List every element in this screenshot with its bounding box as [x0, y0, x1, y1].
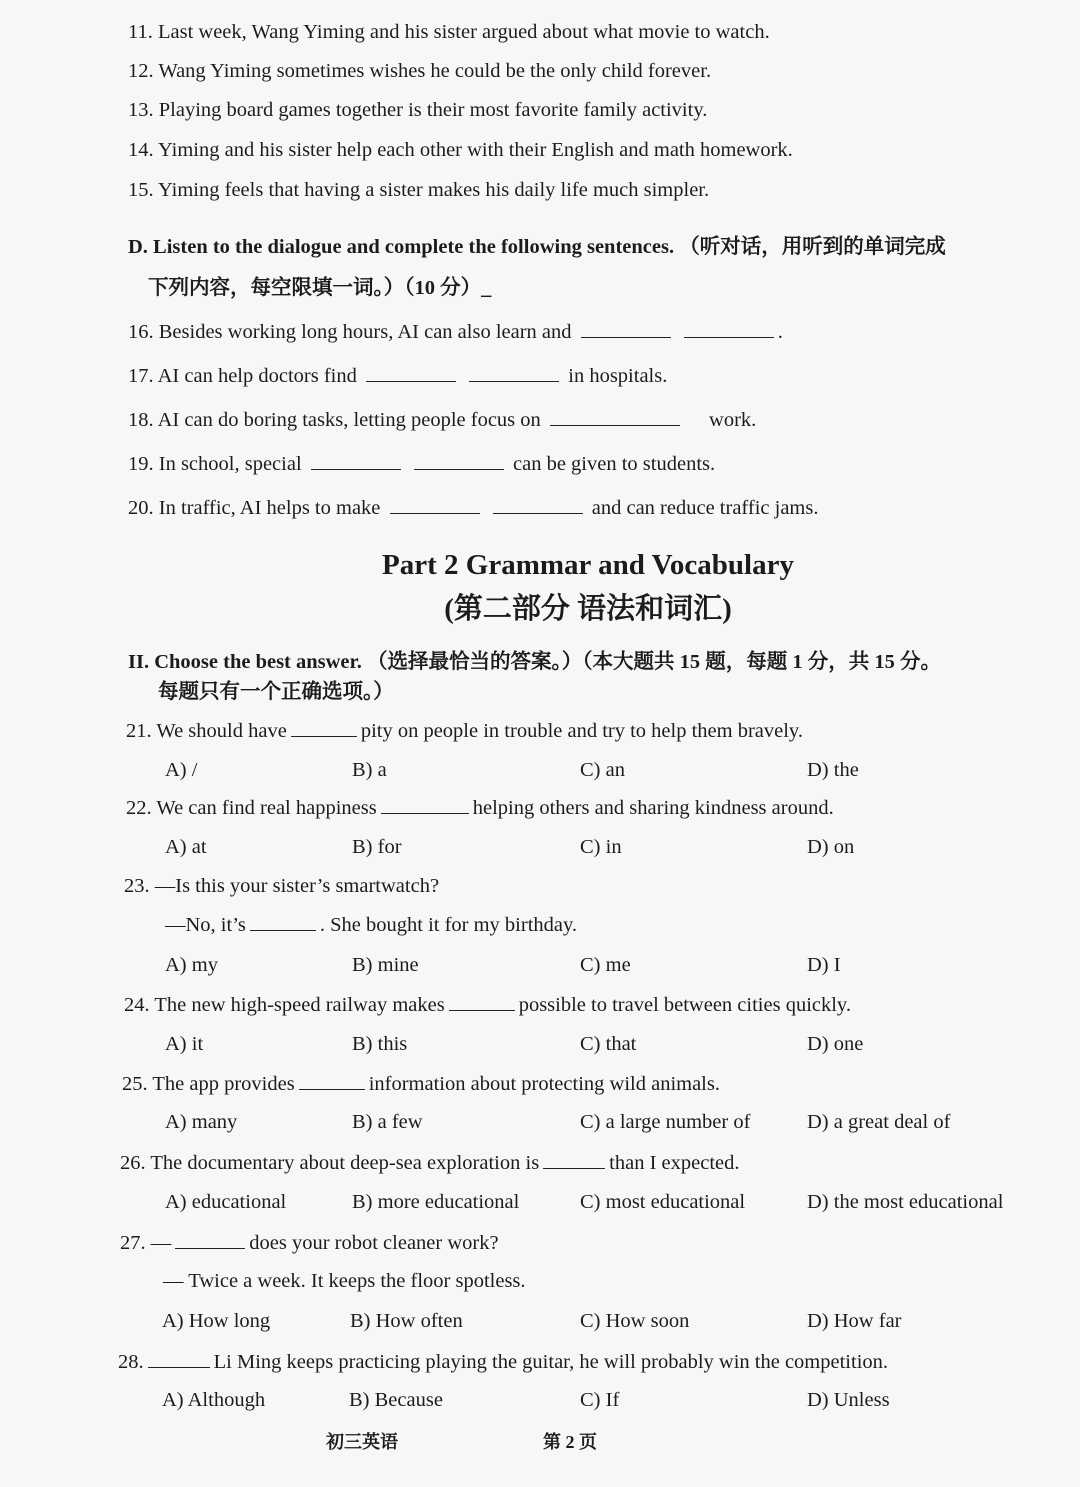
- answer-blank[interactable]: [550, 407, 680, 426]
- option-a[interactable]: A) How long: [162, 1310, 271, 1332]
- section-d-heading-line2: 下列内容，每空限填一词。）（10 分）_: [148, 277, 492, 299]
- question-text: —No, it’s: [165, 914, 246, 936]
- question-text: work.: [709, 409, 757, 431]
- answer-blank[interactable]: [299, 1071, 365, 1090]
- question-23: 23. —Is this your sister’s smartwatch?: [124, 875, 440, 897]
- question-text: . She bought it for my birthday.: [319, 914, 578, 936]
- question-text: 19. In school, special: [128, 453, 302, 475]
- question-27-line2: — Twice a week. It keeps the floor spotless.: [163, 1270, 526, 1292]
- answer-blank[interactable]: [390, 495, 480, 514]
- option-b[interactable]: B) this: [352, 1033, 408, 1055]
- question-26: [120, 1150, 740, 1175]
- option-b[interactable]: B) a: [352, 759, 387, 781]
- question-text: 20. In traffic, AI helps to make: [128, 497, 381, 519]
- option-c[interactable]: C) a large number of: [580, 1111, 751, 1133]
- question-text: 21. We should have: [126, 720, 287, 742]
- question-text: 27. —: [120, 1232, 172, 1254]
- statement-12: 12. Wang Yiming sometimes wishes he could be the only child forever.: [128, 60, 712, 82]
- footer-subject: 初三英语: [326, 1432, 398, 1452]
- question-19: [128, 451, 715, 476]
- question-22: [126, 795, 834, 820]
- option-d[interactable]: D) Unless: [807, 1389, 890, 1411]
- option-a[interactable]: A) my: [165, 954, 218, 976]
- question-17: [128, 363, 667, 388]
- answer-blank[interactable]: [175, 1230, 245, 1249]
- statement-14: 14. Yiming and his sister help each other with their English and math homework.: [128, 139, 793, 161]
- option-b[interactable]: B) a few: [352, 1111, 423, 1133]
- part-subtitle: (第二部分 语法和词汇): [444, 593, 732, 625]
- question-text: 28.: [118, 1351, 144, 1373]
- option-b[interactable]: B) How often: [350, 1310, 463, 1332]
- question-text: helping others and sharing kindness around.: [472, 797, 834, 819]
- answer-blank[interactable]: [250, 912, 316, 931]
- option-d[interactable]: D) I: [807, 954, 841, 976]
- option-a[interactable]: A) many: [165, 1111, 238, 1133]
- answer-blank[interactable]: [581, 319, 671, 338]
- question-text: information about protecting wild animals.: [368, 1073, 720, 1095]
- statement-11: 11. Last week, Wang Yiming and his sister argued about what movie to watch.: [128, 21, 770, 43]
- option-c[interactable]: C) in: [580, 836, 622, 858]
- question-28: [118, 1349, 888, 1374]
- question-25: [122, 1071, 720, 1096]
- question-text: 16. Besides working long hours, AI can also learn and: [128, 321, 572, 343]
- answer-blank[interactable]: [449, 992, 515, 1011]
- answer-blank[interactable]: [366, 363, 456, 382]
- option-d[interactable]: D) How far: [807, 1310, 902, 1332]
- section-ii-heading: II. Choose the best answer. （选择最恰当的答案。）（本大题共 15 题，每题 1 分，共 15 分。: [128, 651, 941, 673]
- part-title: Part 2 Grammar and Vocabulary: [382, 549, 794, 581]
- option-a[interactable]: A) educational: [165, 1191, 287, 1213]
- question-text: can be given to students.: [513, 453, 716, 475]
- question-text: than I expected.: [609, 1152, 740, 1174]
- section-ii-heading-line2: 每题只有一个正确选项。）: [158, 681, 394, 703]
- answer-blank[interactable]: [381, 795, 469, 814]
- statement-13: 13. Playing board games together is their most favorite family activity.: [128, 99, 708, 121]
- option-c[interactable]: C) that: [580, 1033, 637, 1055]
- question-text: pity on people in trouble and try to help them bravely.: [360, 720, 803, 742]
- answer-blank[interactable]: [291, 718, 357, 737]
- question-21: [126, 718, 803, 743]
- statement-15: 15. Yiming feels that having a sister makes his daily life much simpler.: [128, 179, 710, 201]
- option-d[interactable]: D) the: [807, 759, 859, 781]
- question-23-line2: [165, 912, 577, 937]
- question-text: 26. The documentary about deep-sea exploration is: [120, 1152, 540, 1174]
- answer-blank[interactable]: [148, 1349, 210, 1368]
- option-d[interactable]: D) on: [807, 836, 855, 858]
- question-text: and can reduce traffic jams.: [591, 497, 819, 519]
- question-text: 17. AI can help doctors find: [128, 365, 357, 387]
- question-16: [128, 319, 783, 344]
- option-a[interactable]: A) at: [165, 836, 207, 858]
- option-d[interactable]: D) the most educational: [807, 1191, 1004, 1213]
- option-c[interactable]: C) me: [580, 954, 631, 976]
- answer-blank[interactable]: [543, 1150, 605, 1169]
- section-d-heading: D. Listen to the dialogue and complete the following sentences. （听对话，用听到的单词完成: [128, 236, 946, 258]
- answer-blank[interactable]: [469, 363, 559, 382]
- option-c[interactable]: C) If: [580, 1389, 620, 1411]
- question-text: 25. The app provides: [122, 1073, 295, 1095]
- option-c[interactable]: C) an: [580, 759, 625, 781]
- question-text: in hospitals.: [568, 365, 668, 387]
- option-d[interactable]: D) one: [807, 1033, 864, 1055]
- answer-blank[interactable]: [493, 495, 583, 514]
- question-text: 24. The new high-speed railway makes: [124, 994, 445, 1016]
- answer-blank[interactable]: [311, 451, 401, 470]
- option-a[interactable]: A) Although: [162, 1389, 266, 1411]
- question-text: possible to travel between cities quickly.: [518, 994, 851, 1016]
- footer-page-number: 第 2 页: [543, 1432, 597, 1452]
- question-text: 18. AI can do boring tasks, letting people focus on: [128, 409, 541, 431]
- option-d[interactable]: D) a great deal of: [807, 1111, 951, 1133]
- question-text: 22. We can find real happiness: [126, 797, 377, 819]
- question-text: does your robot cleaner work?: [249, 1232, 499, 1254]
- answer-blank[interactable]: [414, 451, 504, 470]
- option-a[interactable]: A) it: [165, 1033, 204, 1055]
- option-b[interactable]: B) mine: [352, 954, 419, 976]
- question-20: [128, 495, 818, 520]
- question-text: Li Ming keeps practicing playing the guitar, he will probably win the competition.: [213, 1351, 889, 1373]
- option-b[interactable]: B) Because: [349, 1389, 443, 1411]
- question-24: [124, 992, 851, 1017]
- option-a[interactable]: A) /: [165, 759, 198, 781]
- question-27: [120, 1230, 499, 1255]
- option-c[interactable]: C) How soon: [580, 1310, 690, 1332]
- option-c[interactable]: C) most educational: [580, 1191, 746, 1213]
- option-b[interactable]: B) more educational: [352, 1191, 520, 1213]
- question-text: .: [777, 321, 783, 343]
- option-b[interactable]: B) for: [352, 836, 402, 858]
- question-18: [128, 407, 756, 432]
- answer-blank[interactable]: [684, 319, 774, 338]
